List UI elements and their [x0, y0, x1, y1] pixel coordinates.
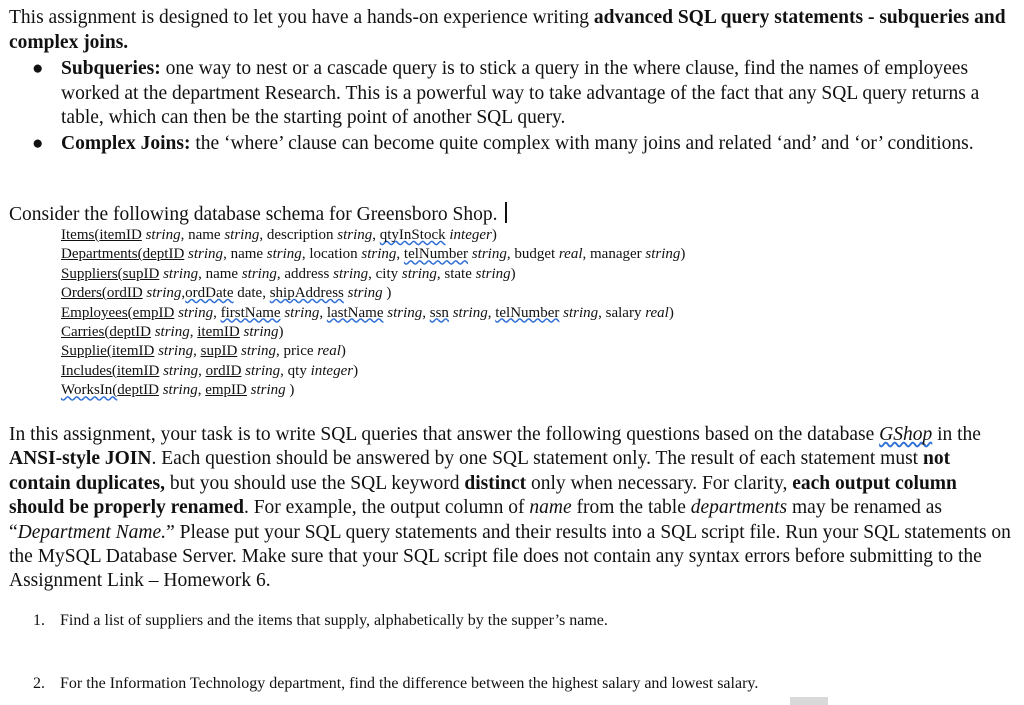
question-text: Find a list of suppliers and the items that supply, alphabetically by the supper’s name. — [60, 612, 608, 629]
text-segment: , — [422, 304, 430, 321]
text-segment: string — [343, 285, 383, 302]
text-segment: , — [181, 285, 186, 302]
text-segment: ” Please put your SQL query statements and their results into a SQL script file. Run your SQL statements on the MySQL Database Server. Make sure that your SQL script file does not contain any syntax errors before submitting to the Assignment Link – Homework 6. — [9, 521, 1011, 592]
text-segment: Items( — [61, 227, 100, 243]
text-segment: string — [158, 382, 198, 399]
text-segment: ordDate — [185, 285, 234, 302]
text-segment: Carries( — [61, 324, 110, 341]
question-2 — [33, 674, 758, 694]
text-segment: string — [401, 265, 437, 282]
text-segment: string — [241, 265, 277, 282]
text-segment: Departments( — [61, 246, 143, 263]
text-segment: , price — [276, 343, 318, 360]
text-segment: date, — [233, 285, 270, 302]
bullet-icon: ● — [32, 58, 44, 79]
text-segment: integer — [445, 227, 492, 243]
text-segment: string — [142, 285, 182, 302]
text-segment: , — [372, 227, 380, 243]
text-segment: Supplie( — [61, 343, 112, 360]
text-segment: , qty — [280, 362, 311, 379]
text-segment: string — [559, 304, 599, 321]
text-segment: In this assignment, your task is to write SQL queries that answer the following questions based on the database — [9, 424, 880, 445]
text-segment: real — [645, 304, 669, 321]
text-segment: ordID — [106, 285, 143, 302]
text-segment: string — [475, 265, 511, 282]
text-segment: departments — [690, 497, 788, 519]
text-segment: , — [319, 304, 327, 321]
text-segment: , — [396, 246, 404, 263]
text-segment: string — [159, 362, 199, 379]
text-segment: string — [246, 382, 286, 399]
text-segment: ) — [680, 246, 686, 263]
text-segment: ) — [491, 227, 497, 243]
text-segment: deptID — [117, 382, 159, 399]
text-segment: not contain duplicates, — [9, 448, 951, 494]
text-segment: GShop — [879, 424, 933, 445]
text-segment: ) — [668, 304, 674, 321]
question-number: 2. — [33, 675, 45, 692]
bullet-icon: ● — [32, 132, 44, 154]
intro-bold-text: advanced SQL query statements - subqueries and complex joins. — [9, 7, 1006, 53]
text-segment: , — [197, 382, 206, 399]
text-segment: string — [150, 324, 190, 341]
document-page — [9, 6, 1014, 157]
text-segment: , state — [436, 265, 476, 282]
text-segment: ) — [340, 343, 346, 360]
schema-row — [61, 381, 685, 400]
bullet-text: one way to nest or a cascade query is to stick a query in the where clause, find the names of employees worked at the department Research. This is a powerful way to take advantage of the fact that any SQL query returns a table, which can then be the starting point of another SQL query. — [61, 58, 980, 128]
text-segment: , — [193, 343, 201, 360]
text-segment: , — [213, 304, 221, 321]
text-segment: , address — [276, 265, 334, 282]
text-segment: , city — [368, 265, 402, 282]
text-segment: ssn — [429, 304, 449, 321]
horizontal-scrollbar-thumb[interactable] — [790, 697, 828, 705]
text-segment: supID — [200, 343, 238, 360]
text-segment: Department Name. — [17, 521, 167, 543]
schema-row — [61, 362, 685, 381]
text-segment: string — [241, 362, 281, 379]
text-segment: string — [154, 343, 194, 360]
text-segment: itemID — [99, 227, 142, 243]
text-segment: string — [239, 324, 279, 341]
bullet-item-subqueries — [9, 57, 1014, 131]
text-segment: deptID — [142, 246, 185, 263]
text-segment: , — [189, 324, 198, 341]
text-segment: integer — [310, 362, 354, 379]
text-segment: . For example, the output column of — [243, 497, 530, 519]
text-segment: string — [361, 246, 397, 263]
bullet-list — [9, 57, 1014, 156]
text-segment: ) — [510, 265, 516, 282]
text-segment: name — [529, 497, 572, 519]
text-segment: , budget — [506, 246, 559, 263]
text-segment: may be renamed as “ — [9, 497, 942, 543]
text-segment: , name — [223, 246, 267, 263]
text-segment: string — [159, 265, 199, 282]
text-segment: empID — [205, 382, 247, 399]
text-segment: , — [198, 362, 206, 379]
text-segment: . Each question should be answered by one SQL statement only. The result of each statement must — [151, 448, 923, 470]
text-segment: from the table — [571, 497, 691, 519]
text-segment: distinct — [464, 472, 527, 494]
text-segment: but you should use the SQL keyword — [165, 472, 465, 494]
text-segment: deptID — [109, 324, 151, 341]
text-segment: string — [337, 227, 373, 243]
text-segment: , description — [259, 227, 338, 243]
text-segment: itemID — [116, 362, 160, 379]
task-paragraph — [9, 423, 1014, 594]
schema-row — [61, 304, 685, 323]
intro-paragraph — [9, 6, 1014, 55]
schema-row — [61, 245, 685, 264]
text-segment: string — [280, 304, 320, 321]
text-segment: , name — [198, 265, 242, 282]
text-segment: supID — [122, 265, 160, 282]
text-segment: string — [333, 265, 369, 282]
text-segment: Includes( — [61, 362, 117, 379]
text-segment: , — [487, 304, 496, 321]
schema-heading-text: Consider the following database schema for Greensboro Shop. — [9, 204, 498, 225]
bullet-item-complex-joins — [9, 132, 1014, 157]
text-segment: , salary — [598, 304, 646, 321]
schema-list — [61, 226, 685, 401]
text-segment: , manager — [582, 246, 646, 263]
text-segment: ) — [353, 362, 359, 379]
schema-heading — [9, 202, 507, 227]
text-segment: ANSI-style JOIN — [9, 448, 152, 470]
text-segment: string — [224, 227, 260, 243]
text-segment: telNumber — [403, 246, 469, 263]
text-segment: string — [237, 343, 277, 360]
text-segment: ) — [278, 324, 284, 341]
question-1 — [33, 611, 608, 631]
text-segment: string — [645, 246, 681, 263]
text-segment: lastName — [326, 304, 384, 321]
text-segment: Employees( — [61, 304, 133, 321]
text-segment: empID — [132, 304, 175, 321]
text-segment: string — [141, 227, 181, 243]
schema-row — [61, 265, 685, 284]
bullet-title: Complex Joins: — [61, 132, 191, 154]
question-number: 1. — [33, 612, 45, 629]
text-segment: itemID — [111, 343, 155, 360]
schema-row — [61, 342, 685, 361]
text-segment: itemID — [197, 324, 240, 341]
text-segment: ordID — [205, 362, 242, 379]
text-segment: , location — [301, 246, 362, 263]
text-segment: real — [558, 246, 583, 263]
text-segment: ) — [382, 285, 392, 302]
text-segment: WorksIn( — [61, 382, 118, 399]
intro-text: This assignment is designed to let you have a hands-on experience writing — [9, 7, 594, 28]
text-cursor — [505, 202, 507, 223]
text-segment: shipAddress — [269, 285, 344, 302]
text-segment: real — [317, 343, 341, 360]
text-segment: , name — [180, 227, 225, 243]
bullet-title: Subqueries: — [61, 58, 161, 79]
text-segment: string — [184, 246, 224, 263]
text-segment: telNumber — [495, 304, 560, 321]
text-segment: ) — [285, 382, 295, 399]
text-segment: qtyInStock — [379, 227, 446, 243]
text-segment: Suppliers( — [61, 265, 123, 282]
text-segment: string — [266, 246, 302, 263]
question-text: For the Information Technology department, find the difference between the highest salary and lowest salary. — [60, 675, 759, 692]
text-segment: in the — [932, 424, 981, 445]
text-segment: only when necessary. For clarity, — [526, 472, 793, 494]
text-segment: string — [383, 304, 423, 321]
text-segment: string — [448, 304, 488, 321]
text-segment: each output column should be properly renamed — [9, 472, 957, 519]
text-segment: string — [174, 304, 214, 321]
text-segment: firstName — [220, 304, 281, 321]
text-segment: string — [468, 246, 507, 263]
bullet-text: the ‘where’ clause can become quite complex with many joins and related ‘and’ and ‘or’ conditions. — [190, 132, 974, 154]
schema-row — [61, 323, 685, 342]
schema-row — [61, 226, 685, 245]
text-segment: Orders( — [61, 285, 107, 302]
schema-row — [61, 284, 685, 303]
